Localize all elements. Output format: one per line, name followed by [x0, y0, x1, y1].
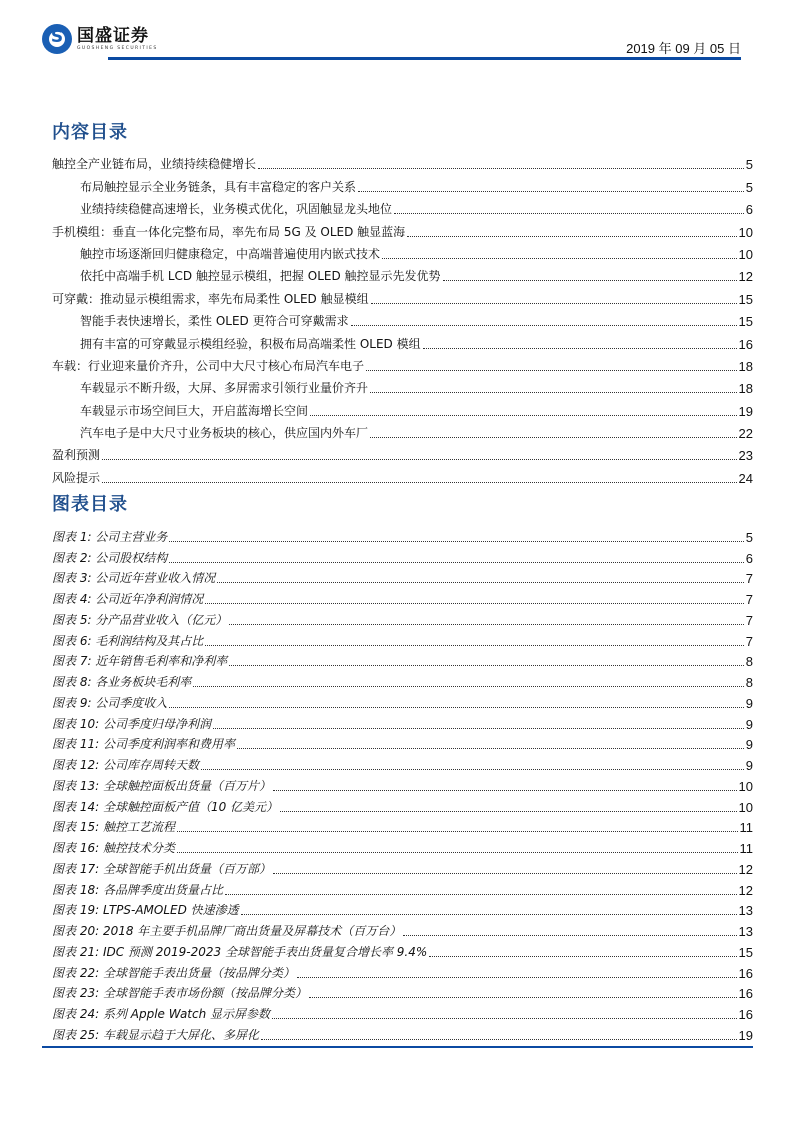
entry-title: 汽车电子是中大尺寸业务板块的核心，供应国内外车厂	[80, 426, 369, 441]
page-number: 19	[738, 403, 753, 419]
figure-entry[interactable]	[52, 732, 753, 753]
toc-entry[interactable]	[52, 329, 753, 351]
figure-entry[interactable]	[52, 981, 753, 1002]
dot-leader	[177, 831, 738, 832]
dot-leader	[429, 956, 736, 957]
page-number: 16	[738, 1007, 753, 1022]
toc-entry[interactable]	[52, 150, 753, 172]
dot-leader	[273, 790, 737, 791]
entry-title: 车载显示市场空间巨大，开启蓝海增长空间	[80, 403, 309, 418]
figures-heading: 图表目录	[52, 494, 128, 515]
entry-title: 图表 23: 全球智能手表市场份额（按品牌分类）	[52, 986, 307, 1001]
entry-title: 依托中高端手机 LCD 触控显示模组，把握 OLED 触控显示先发优势	[80, 269, 441, 284]
entry-title: 图表 3: 公司近年营业收入情况	[52, 571, 216, 586]
entry-title: 图表 22: 全球智能手表出货量（按品牌分类）	[52, 965, 295, 980]
entry-title: 图表 5: 分产品营业收入（亿元）	[52, 612, 228, 627]
page-number: 7	[745, 612, 753, 628]
dot-leader	[237, 748, 744, 749]
entry-title: 图表 12: 公司库存周转天数	[52, 758, 199, 772]
toc-entry[interactable]	[52, 441, 753, 463]
page-number: 16	[738, 965, 753, 981]
figure-entry[interactable]	[52, 856, 753, 877]
entry-title: 手机模组：垂直一体化完整布局，率先布局 5G 及 OLED 触显蓝海	[52, 224, 406, 239]
figure-entry[interactable]	[52, 566, 753, 587]
toc-entry[interactable]	[52, 419, 753, 441]
page-number: 18	[738, 358, 753, 374]
dot-leader	[102, 459, 737, 460]
company-logo	[42, 24, 158, 54]
dot-leader	[358, 191, 744, 192]
entry-title: 图表 2: 公司股权结构	[52, 550, 168, 565]
dot-leader	[310, 415, 737, 416]
page-number: 23	[738, 448, 753, 464]
entry-title: 智能手表快速增长，柔性 OLED 更符合可穿戴需求	[80, 314, 349, 329]
entry-title: 图表 17: 全球智能手机出货量（百万部）	[52, 861, 271, 876]
page-number: 6	[745, 202, 753, 218]
dot-leader	[407, 236, 736, 237]
entry-title: 触控市场逐渐回归健康稳定，中高端普遍使用内嵌式技术	[80, 246, 381, 261]
page-number: 15	[738, 944, 753, 960]
entry-title: 车载显示不断升级，大屏、多屏需求引领行业量价齐升	[80, 381, 369, 396]
page-number: 7	[745, 633, 753, 649]
entry-title: 布局触控显示全业务链条，具有丰富稳定的客户关系	[80, 179, 357, 194]
page-number: 12	[738, 861, 753, 877]
entry-title: 图表 6: 毛利润结构及其占比	[52, 633, 204, 648]
page-number: 11	[739, 820, 753, 836]
header-divider	[108, 57, 741, 60]
logo-name-en: GUOSHENG SECURITIES	[77, 46, 158, 51]
dot-leader	[382, 258, 737, 259]
dot-leader	[217, 582, 743, 583]
figure-entry[interactable]	[52, 1001, 753, 1022]
page-number: 6	[745, 550, 753, 566]
dot-leader	[169, 541, 743, 542]
page-number: 12	[738, 882, 753, 898]
dot-leader	[403, 935, 736, 936]
page-number: 5	[745, 157, 753, 173]
dot-leader	[213, 728, 744, 729]
footer-divider	[42, 1046, 753, 1048]
dot-leader	[229, 624, 743, 625]
entry-title: 可穿戴：推动显示模组需求，率先布局柔性 OLED 触显模组	[52, 291, 369, 306]
entry-title: 图表 24: 系列 Apple Watch 显示屏参数	[52, 1007, 271, 1021]
page-number: 8	[745, 675, 753, 690]
figure-entry[interactable]	[52, 918, 753, 939]
page-number: 15	[738, 291, 753, 307]
page-number: 19	[738, 1027, 753, 1043]
dot-leader	[169, 707, 743, 708]
entry-title: 图表 16: 触控技术分类	[52, 841, 175, 855]
entry-title: 盈利预测	[52, 448, 101, 463]
dot-leader	[225, 894, 737, 895]
entry-title: 图表 21: IDC 预测 2019-2023 全球智能手表出货量复合增长率 9.4%	[52, 944, 428, 959]
dot-leader	[261, 1039, 737, 1040]
entry-title: 车载：行业迎来量价齐升，公司中大尺寸核心布局汽车电子	[52, 358, 365, 373]
page-number: 12	[738, 269, 753, 285]
report-date: 2019 年 09 月 05 日	[626, 41, 741, 56]
dot-leader	[394, 213, 744, 214]
entry-title: 图表 9: 公司季度收入	[52, 695, 168, 710]
page-number: 13	[738, 924, 753, 939]
figure-entry[interactable]	[52, 1022, 753, 1043]
page-number: 9	[745, 758, 753, 773]
dot-leader	[309, 997, 737, 998]
figure-entry[interactable]	[52, 545, 753, 566]
page-number: 22	[738, 426, 753, 442]
dot-leader	[443, 280, 737, 281]
toc-heading: 内容目录	[52, 122, 128, 143]
page-number: 10	[738, 778, 753, 794]
dot-leader	[423, 348, 737, 349]
figures-list	[52, 524, 753, 1043]
dot-leader	[371, 303, 737, 304]
page-number: 24	[738, 470, 753, 486]
page-number: 5	[745, 529, 753, 545]
page-number: 11	[739, 841, 753, 856]
entry-title: 图表 20: 2018 年主要手机品牌厂商出货量及屏幕技术（百万台）	[52, 924, 402, 938]
entry-title: 图表 4: 公司近年净利润情况	[52, 592, 204, 606]
page-number: 10	[738, 224, 753, 240]
page-number: 13	[738, 903, 753, 919]
figure-entry[interactable]	[52, 794, 753, 815]
page-number: 15	[738, 314, 753, 330]
page-number: 18	[738, 381, 753, 397]
figure-entry[interactable]	[52, 628, 753, 649]
figure-entry[interactable]	[52, 669, 753, 690]
entry-title: 图表 8: 各业务板块毛利率	[52, 675, 192, 689]
entry-title: 图表 14: 全球触控面板产值（10 亿美元）	[52, 799, 279, 814]
figure-entry[interactable]	[52, 898, 753, 919]
dot-leader	[177, 852, 738, 853]
figure-entry[interactable]	[52, 835, 753, 856]
dot-leader	[229, 665, 743, 666]
toc-entry[interactable]	[52, 307, 753, 329]
toc-entry[interactable]	[52, 284, 753, 306]
figure-entry[interactable]	[52, 877, 753, 898]
entry-title: 图表 15: 触控工艺流程	[52, 820, 175, 835]
figure-entry[interactable]	[52, 711, 753, 732]
entry-title: 业绩持续稳健高速增长，业务模式优化，巩固触显龙头地位	[80, 202, 393, 217]
page-number: 8	[745, 654, 753, 670]
dot-leader	[272, 1018, 737, 1019]
logo-icon	[42, 24, 72, 54]
toc-entry[interactable]	[52, 172, 753, 194]
page-number: 9	[745, 737, 753, 753]
toc-entry[interactable]	[52, 240, 753, 262]
dot-leader	[297, 977, 737, 978]
entry-title: 拥有丰富的可穿戴显示模组经验，积极布局高端柔性 OLED 模组	[80, 336, 421, 351]
figure-entry[interactable]	[52, 939, 753, 960]
figure-entry[interactable]	[52, 815, 753, 836]
toc-entry[interactable]	[52, 374, 753, 396]
toc-entry[interactable]	[52, 396, 753, 418]
toc-entry[interactable]	[52, 262, 753, 284]
entry-title: 图表 10: 公司季度归母净利润	[52, 716, 211, 731]
page-number: 7	[745, 592, 753, 607]
logo-name-cn: 国盛证券	[77, 26, 149, 46]
figure-entry[interactable]	[52, 773, 753, 794]
dot-leader	[102, 482, 737, 483]
figure-entry[interactable]	[52, 960, 753, 981]
figure-entry[interactable]	[52, 752, 753, 773]
dot-leader	[370, 392, 737, 393]
page-number: 5	[745, 179, 753, 195]
page-number: 9	[745, 695, 753, 711]
page-number: 7	[745, 571, 753, 587]
dot-leader	[205, 645, 743, 646]
dot-leader	[169, 562, 743, 563]
dot-leader	[258, 168, 744, 169]
page-number: 16	[738, 336, 753, 352]
dot-leader	[351, 325, 737, 326]
toc-entry[interactable]	[52, 352, 753, 374]
entry-title: 风险提示	[52, 470, 101, 485]
entry-title: 图表 11: 公司季度利润率和费用率	[52, 737, 235, 752]
toc-entry[interactable]	[52, 217, 753, 239]
entry-title: 触控全产业链布局，业绩持续稳健增长	[52, 157, 257, 172]
entry-title: 图表 7: 近年销售毛利率和净利率	[52, 654, 228, 669]
entry-title: 图表 18: 各品牌季度出货量占比	[52, 882, 223, 897]
dot-leader	[205, 603, 743, 604]
page-number: 10	[738, 799, 753, 815]
entry-title: 图表 1: 公司主营业务	[52, 529, 168, 544]
dot-leader	[370, 437, 737, 438]
toc-list	[52, 150, 753, 486]
dot-leader	[366, 370, 737, 371]
dot-leader	[241, 914, 737, 915]
dot-leader	[280, 811, 737, 812]
figure-entry[interactable]	[52, 690, 753, 711]
entry-title: 图表 13: 全球触控面板出货量（百万片）	[52, 778, 271, 793]
page-number: 9	[745, 716, 753, 732]
figure-entry[interactable]	[52, 649, 753, 670]
dot-leader	[193, 686, 743, 687]
toc-entry[interactable]	[52, 463, 753, 485]
figure-entry[interactable]	[52, 586, 753, 607]
dot-leader	[273, 873, 737, 874]
toc-entry[interactable]	[52, 195, 753, 217]
page-number: 16	[738, 986, 753, 1002]
entry-title: 图表 19: LTPS-AMOLED 快速渗透	[52, 903, 239, 918]
entry-title: 图表 25: 车载显示趋于大屏化、多屏化	[52, 1027, 259, 1042]
figure-entry[interactable]	[52, 607, 753, 628]
page-number: 10	[738, 246, 753, 262]
figure-entry[interactable]	[52, 524, 753, 545]
dot-leader	[201, 769, 744, 770]
